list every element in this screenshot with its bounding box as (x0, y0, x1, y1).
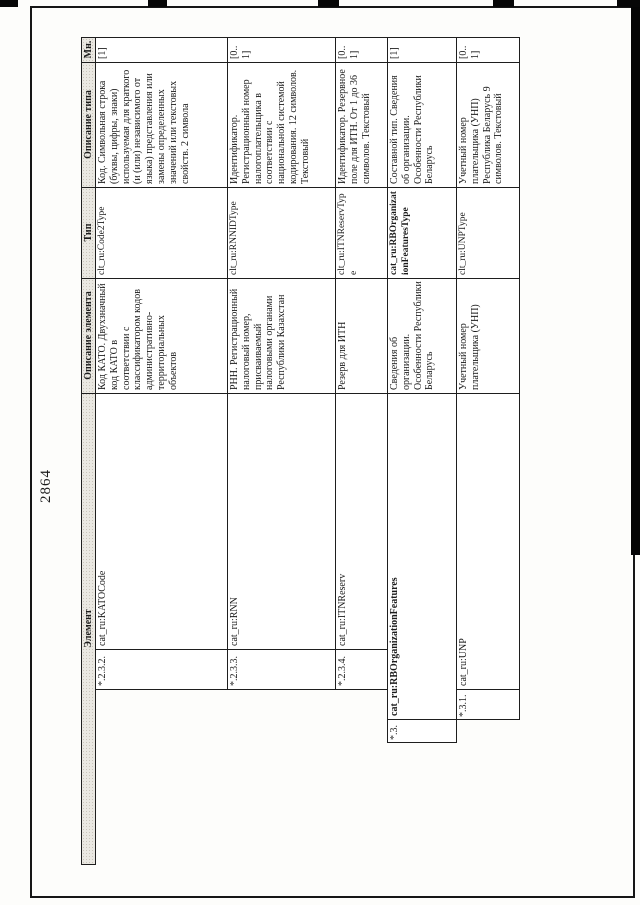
element-description-cell: Сведения об организации. Особенности Республики Беларусь (388, 278, 456, 393)
page-number: 2864 (38, 469, 54, 503)
element-number-cell: *.3. (388, 719, 456, 742)
type-description-cell: Код. Символьная строка (буквы, цифры, знаки) используемая для краткого (и (или) независимого от языка) представления или замены определенных значений или текстовых свойств. 2 символа (96, 62, 227, 187)
element-number-cell: *.2.3.3. (228, 649, 335, 689)
type-cell: clt_ru:RNNIDType (228, 187, 335, 278)
element-description-cell: Резерв для ИТН (336, 278, 387, 393)
element-name-cell: cat_ru:RNN (228, 393, 335, 649)
element-name-cell: cat_ru:ITNReserv (336, 393, 387, 649)
type-cell: clt_ru:UNPType (457, 187, 519, 278)
type-description-cell: Идентификатор. Регистрационный номер налогоплательщика в соответствии с национальной системой кодирования. 12 символов. Текстовый (228, 62, 335, 187)
column-header-multiplicity: Мн. (82, 38, 95, 62)
table-row (227, 37, 336, 690)
table-row (95, 37, 228, 690)
element-number-cell: *.2.3.2. (96, 649, 227, 689)
scan-artifact-mark (148, 0, 167, 7)
multiplicity-cell: [0..1] (229, 45, 252, 59)
element-name-cell: cat_ru:KATOCode (96, 393, 227, 649)
element-number-cell: *.2.3.4. (336, 649, 387, 689)
type-cell: clt_ru:ITNReservType (336, 187, 387, 278)
multiplicity-cell: [1] (389, 47, 400, 59)
element-name-cell: cat_ru:RBOrganizationFeatures (388, 393, 456, 719)
element-description-cell: Учетный номер плательщика (УНП) (457, 278, 519, 393)
element-number-cell: *.3.1. (457, 689, 519, 719)
type-cell: cat_ru:RBOrganizationFeaturesType (388, 187, 456, 278)
multiplicity-cell: [1] (97, 47, 108, 59)
table-row (387, 37, 457, 743)
type-description-cell: Идентификатор. Резервное поле для ИТН. От 1 до 36 символов. Текстовый (336, 62, 387, 187)
type-description-cell: Составной тип. Сведения об организации. Особенности Республики Беларусь (388, 62, 456, 187)
element-description-cell: РНН. Регистрационный налоговый номер, присваиваемый налоговыми органами Республики Казахстан (228, 278, 335, 393)
scan-artifact-mark (617, 0, 640, 7)
table-header-row (81, 37, 96, 865)
scan-artifact-mark (493, 0, 514, 7)
scan-artifact-mark (318, 0, 339, 7)
column-header-type: Тип (82, 187, 95, 278)
type-description-cell: Учетный номер плательщика (УНП) Республика Беларусь 9 символов. Текстовый (457, 62, 519, 187)
column-header-element: Элемент (82, 393, 95, 864)
table-row (456, 37, 520, 720)
table-row (335, 37, 388, 690)
scan-artifact-mark (0, 0, 18, 7)
element-description-cell: Код КАТО. Двухзначный код КАТО в соответствии с классификатором кодов административно-территориальных объектов (96, 278, 227, 393)
multiplicity-cell: [0..1] (458, 45, 481, 59)
element-name-cell: cat_ru:UNP (457, 393, 519, 689)
type-cell: clt_ru:Code2Type (96, 187, 227, 278)
multiplicity-cell: [0..1] (337, 45, 360, 59)
column-header-element-description: Описание элемента (82, 278, 95, 393)
scan-artifact-bar (631, 0, 640, 555)
column-header-type-description: Описание типа (82, 62, 95, 187)
